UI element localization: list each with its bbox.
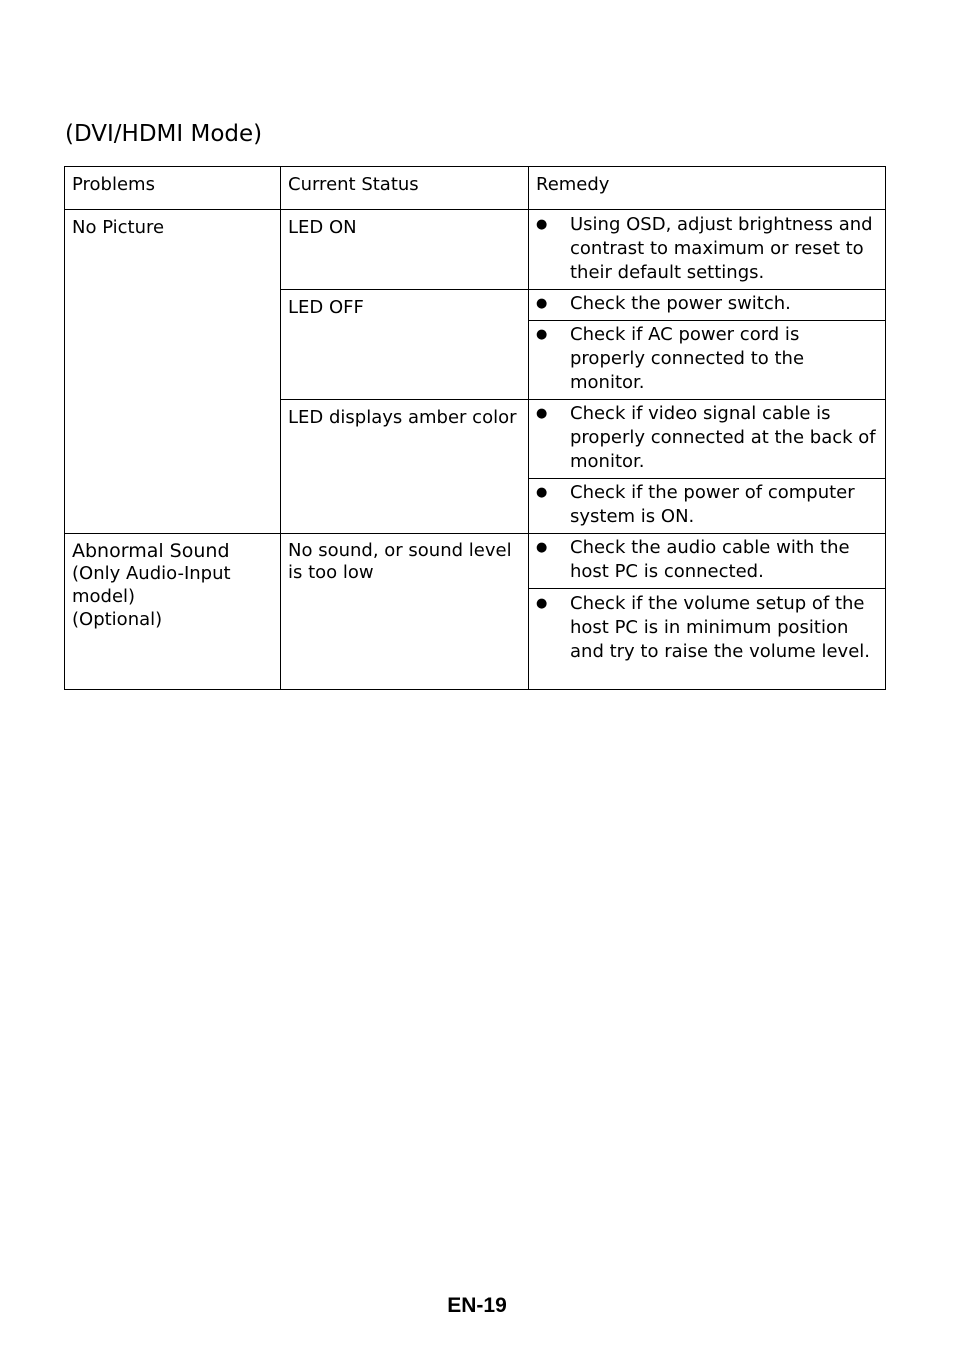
remedy-item (536, 292, 879, 316)
remedy-cell (529, 290, 886, 321)
remedy-text: Check if AC power cord is properly connected to the monitor. (570, 324, 805, 393)
remedy-text: Check if the power of computer system is ON. (570, 482, 855, 527)
header-problems: Problems (65, 167, 281, 210)
status-cell-no-sound: No sound, or sound level is too low (281, 534, 529, 690)
table-row (65, 534, 886, 589)
remedy-item (536, 481, 879, 529)
remedy-cell (529, 534, 886, 589)
remedy-cell (529, 479, 886, 534)
bullet-icon: ● (536, 485, 548, 500)
remedy-item (536, 402, 879, 474)
remedy-text: Using OSD, adjust brightness and contrast to maximum or reset to their default settings. (570, 214, 873, 283)
problem-label: No Picture (72, 217, 165, 238)
header-remedy: Remedy (529, 167, 886, 210)
remedy-item (536, 323, 879, 395)
bullet-icon: ● (536, 296, 548, 311)
remedy-item (536, 592, 879, 664)
remedy-text: Check if the volume setup of the host PC is in minimum position and try to raise the volume level. (570, 593, 871, 662)
table-row (65, 210, 886, 290)
bullet-icon: ● (536, 596, 548, 611)
remedy-cell (529, 210, 886, 290)
status-cell-led-off: LED OFF (281, 290, 529, 400)
troubleshooting-table (64, 166, 886, 690)
bullet-icon: ● (536, 327, 548, 342)
remedy-text: Check the power switch. (570, 293, 791, 314)
section-title: (DVI/HDMI Mode) (65, 121, 263, 147)
remedy-item (536, 213, 879, 285)
problem-detail: (Only Audio-Input model) (72, 563, 231, 607)
remedy-text: Check the audio cable with the host PC is connected. (570, 537, 850, 582)
table-header-row (65, 167, 886, 210)
remedy-cell (529, 400, 886, 479)
problem-cell-no-picture (65, 210, 281, 534)
problem-detail: (Optional) (72, 609, 163, 630)
remedy-text: Check if video signal cable is properly connected at the back of monitor. (570, 403, 876, 472)
remedy-item (536, 536, 879, 584)
problem-cell-abnormal-sound (65, 534, 281, 690)
problem-label: Abnormal Sound (72, 540, 230, 562)
status-cell-led-amber: LED displays amber color (281, 400, 529, 534)
bullet-icon: ● (536, 406, 548, 421)
header-current-status: Current Status (281, 167, 529, 210)
status-cell-led-on: LED ON (281, 210, 529, 290)
remedy-cell (529, 321, 886, 400)
page-number: EN-19 (447, 1294, 507, 1317)
remedy-cell (529, 589, 886, 690)
bullet-icon: ● (536, 540, 548, 555)
bullet-icon: ● (536, 217, 548, 232)
